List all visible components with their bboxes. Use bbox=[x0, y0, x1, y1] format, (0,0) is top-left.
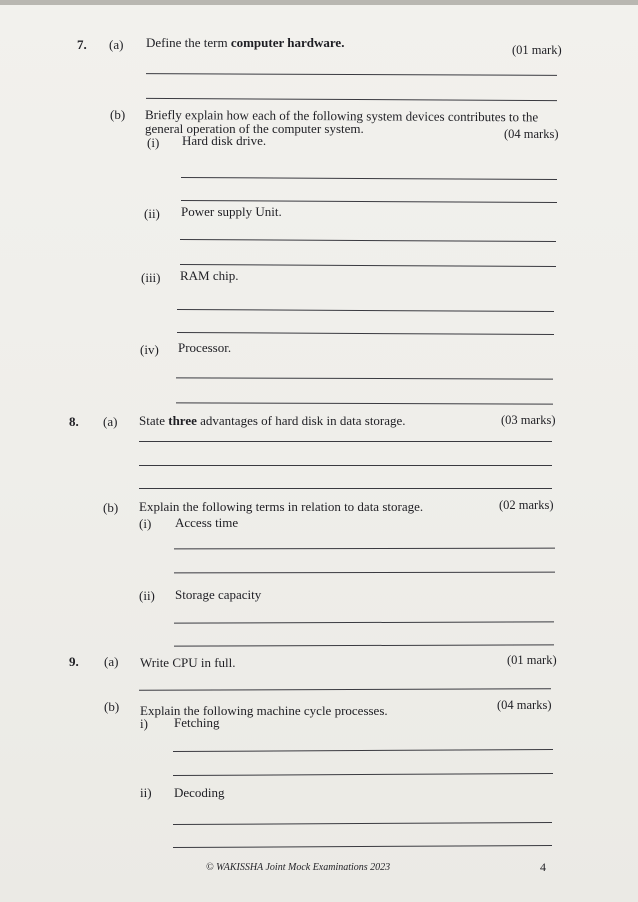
q7b-i-text: Hard disk drive. bbox=[182, 133, 267, 148]
q8a-question bbox=[139, 413, 406, 429]
q9b-label: (b) bbox=[104, 699, 120, 714]
answer-line[interactable] bbox=[146, 98, 557, 101]
answer-line[interactable] bbox=[139, 688, 551, 690]
q7b-i-label: (i) bbox=[147, 135, 160, 150]
q9b-ii-text: Decoding bbox=[174, 785, 225, 800]
question-9-number: 9. bbox=[69, 654, 79, 669]
q7b-iii-label: (iii) bbox=[141, 270, 161, 285]
q7a-text: Define the term bbox=[146, 35, 231, 50]
q9a-marks: (01 mark) bbox=[507, 653, 557, 667]
answer-line[interactable] bbox=[173, 749, 553, 752]
q7a-bold-term: computer hardware. bbox=[230, 35, 345, 50]
q7a-question bbox=[146, 35, 344, 51]
answer-line[interactable] bbox=[176, 402, 553, 404]
answer-line[interactable] bbox=[180, 264, 556, 267]
q9a-text: Write CPU in full. bbox=[140, 655, 236, 670]
q7b-label: (b) bbox=[110, 107, 126, 122]
footer-copyright: © WAKISSHA Joint Mock Examinations 2023 bbox=[206, 862, 391, 873]
answer-line[interactable] bbox=[173, 845, 552, 848]
q8b-i-label: (i) bbox=[139, 516, 152, 531]
q7b-text-line2: general operation of the computer system. bbox=[145, 121, 364, 136]
answer-line[interactable] bbox=[174, 572, 555, 574]
q8a-label: (a) bbox=[103, 414, 118, 429]
page-number: 4 bbox=[540, 860, 546, 874]
scan-edge bbox=[0, 0, 638, 5]
answer-line[interactable] bbox=[139, 465, 552, 466]
q8a-text-pre: State bbox=[139, 413, 169, 428]
q7b-ii-text: Power supply Unit. bbox=[181, 204, 282, 219]
q7b-iii-text: RAM chip. bbox=[180, 268, 239, 283]
answer-line[interactable] bbox=[177, 332, 554, 335]
answer-line[interactable] bbox=[146, 73, 557, 76]
q8b-ii-label: (ii) bbox=[139, 588, 155, 603]
q7b-ii-label: (ii) bbox=[144, 206, 160, 221]
answer-line[interactable] bbox=[174, 644, 554, 646]
q8a-text-post: advantages of hard disk in data storage. bbox=[196, 413, 406, 428]
q9b-i-label: i) bbox=[140, 716, 148, 731]
q7b-iv-text: Processor. bbox=[178, 340, 232, 355]
q8b-marks: (02 marks) bbox=[499, 498, 554, 512]
q9a-label: (a) bbox=[104, 654, 119, 669]
answer-line[interactable] bbox=[177, 309, 554, 312]
question-8-number: 8. bbox=[69, 414, 79, 429]
q9b-i-text: Fetching bbox=[174, 715, 220, 730]
answer-line[interactable] bbox=[181, 200, 557, 203]
question-7-number: 7. bbox=[77, 37, 87, 52]
q8b-text: Explain the following terms in relation to data storage. bbox=[139, 499, 424, 514]
q8a-bold-word: three bbox=[168, 413, 197, 428]
q7a-label: (a) bbox=[109, 37, 124, 52]
q7b-text-line1: Briefly explain how each of the following system devices contributes to the bbox=[144, 107, 539, 125]
answer-line[interactable] bbox=[174, 621, 554, 623]
q8a-marks: (03 marks) bbox=[501, 413, 556, 427]
q7a-marks: (01 mark) bbox=[512, 43, 562, 57]
q8b-label: (b) bbox=[103, 500, 119, 515]
q9b-ii-label: ii) bbox=[140, 785, 152, 800]
answer-line[interactable] bbox=[174, 548, 555, 550]
answer-line[interactable] bbox=[181, 177, 557, 180]
answer-line[interactable] bbox=[180, 239, 556, 242]
q7b-iv-label: (iv) bbox=[140, 342, 159, 357]
answer-line[interactable] bbox=[173, 822, 552, 825]
q9b-text: Explain the following machine cycle processes. bbox=[140, 703, 388, 718]
answer-line[interactable] bbox=[139, 441, 552, 442]
answer-line[interactable] bbox=[139, 488, 552, 489]
q7b-marks: (04 marks) bbox=[504, 127, 559, 141]
q8b-ii-text: Storage capacity bbox=[175, 587, 262, 602]
q8b-i-text: Access time bbox=[175, 515, 239, 530]
answer-line[interactable] bbox=[176, 377, 553, 379]
q9b-marks: (04 marks) bbox=[497, 698, 552, 712]
answer-line[interactable] bbox=[173, 773, 553, 776]
